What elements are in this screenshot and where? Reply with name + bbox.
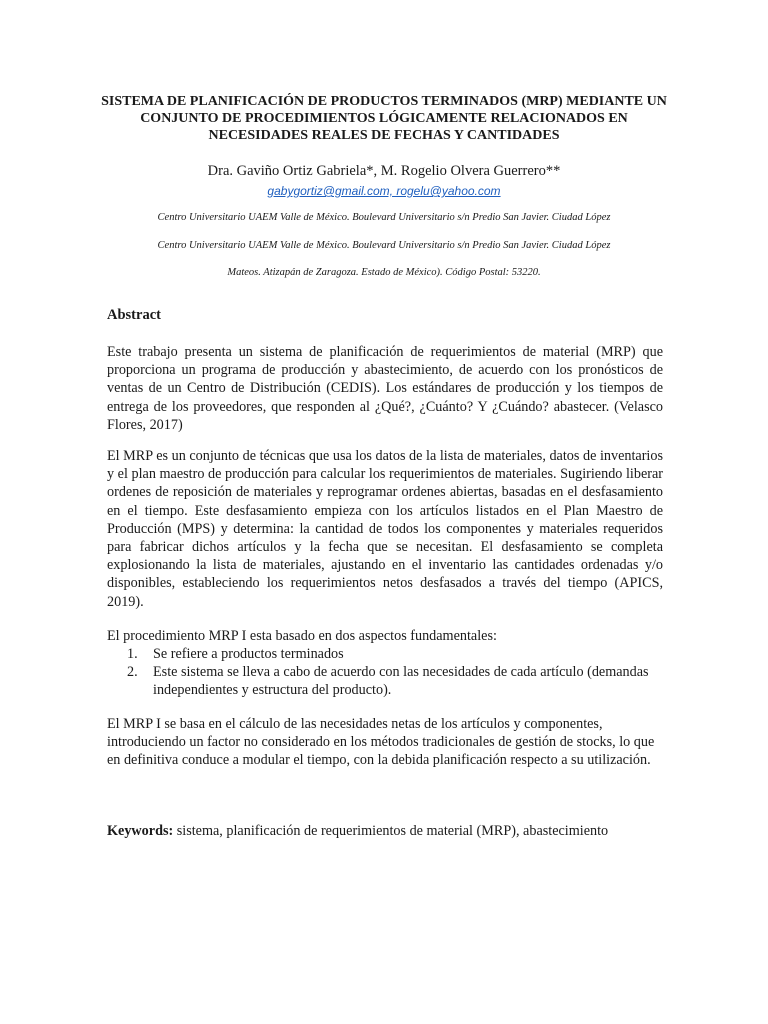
abstract-paragraph-1: Este trabajo presenta un sistema de planificación de requerimientos de material (MRP) que proporciona un programa de producción y abastecimiento, de acuerdo con los pronósticos de ventas de un Centro de Distribución (CEDIS). Los estándares de producción y los tiempos de entrega de los proveedores, que responden al ¿Qué?, ¿Cuánto? Y ¿Cuándo? abastecer. (Velasco Flores, 2017) <box>107 344 663 433</box>
list-item <box>107 645 663 663</box>
list-item-text: Se refiere a productos terminados <box>153 646 344 662</box>
list-item-number: 2. <box>127 664 138 681</box>
author-emails-link[interactable]: gabygortiz@gmail.com, rogelu@yahoo.com <box>267 184 501 198</box>
list-item <box>107 663 663 699</box>
paper-title: SISTEMA DE PLANIFICACIÓN DE PRODUCTOS TERMINADOS (MRP) MEDIANTE UN CONJUNTO DE PROCEDIMIENTOS LÓGICAMENTE RELACIONADOS EN NECESIDADES REALES DE FECHAS Y CANTIDADES <box>101 94 667 143</box>
keywords-line <box>107 822 663 840</box>
list-item-text: Este sistema se lleva a cabo de acuerdo con las necesidades de cada artículo (demandas independientes y estructura del producto). <box>153 664 649 699</box>
affiliation-line-2: Centro Universitario UAEM Valle de México. Boulevard Universitario s/n Predio San Javier. Ciudad López <box>157 240 611 251</box>
abstract-paragraph-3: El procedimiento MRP I esta basado en dos aspectos fundamentales: <box>107 628 497 644</box>
keywords-label: Keywords: <box>107 823 174 839</box>
keywords-text: sistema, planificación de requerimientos de material (MRP), abastecimiento <box>173 823 609 839</box>
mrp-aspects-list <box>107 645 663 700</box>
affiliation-line-3: Mateos. Atizapán de Zaragoza. Estado de México). Código Postal: 53220. <box>227 267 541 278</box>
author-list: Dra. Gaviño Ortiz Gabriela*, M. Rogelio Olvera Guerrero** <box>207 163 561 179</box>
abstract-paragraph-2: El MRP es un conjunto de técnicas que usa los datos de la lista de materiales, datos de inventarios y el plan maestro de producción para calcular los requerimientos de materiales. Sugiriendo liberar ordenes de reposición de materiales y reprogramar ordenes abiertas, basadas en el desfasamiento en el tiempo. Este desfasamiento empieza con los artículos listados en el Plan Maestro de Producción (MPS) y determina: la cantidad de todos los componentes y materiales requeridos para fabricar dichos artículos y la fecha que se necesitan. El desfasamiento se completa explosionando la lista de materiales, ajustando en el inventario las cantidades ordenadas y/o disponibles, estableciendo los requerimientos netos desfasados a través del tiempo (APICS, 2019). <box>107 448 663 610</box>
abstract-paragraph-4: El MRP I se basa en el cálculo de las necesidades netas de los artículos y componentes, introduciendo un factor no considerado en los métodos tradicionales de gestión de stocks, lo que en definitiva conduce a modular el tiempo, con la debida planificación respecto a su utilización. <box>107 716 655 769</box>
abstract-heading: Abstract <box>107 307 161 323</box>
affiliation-line-1: Centro Universitario UAEM Valle de México. Boulevard Universitario s/n Predio San Javier. Ciudad López <box>157 212 611 223</box>
list-item-number: 1. <box>127 646 138 662</box>
